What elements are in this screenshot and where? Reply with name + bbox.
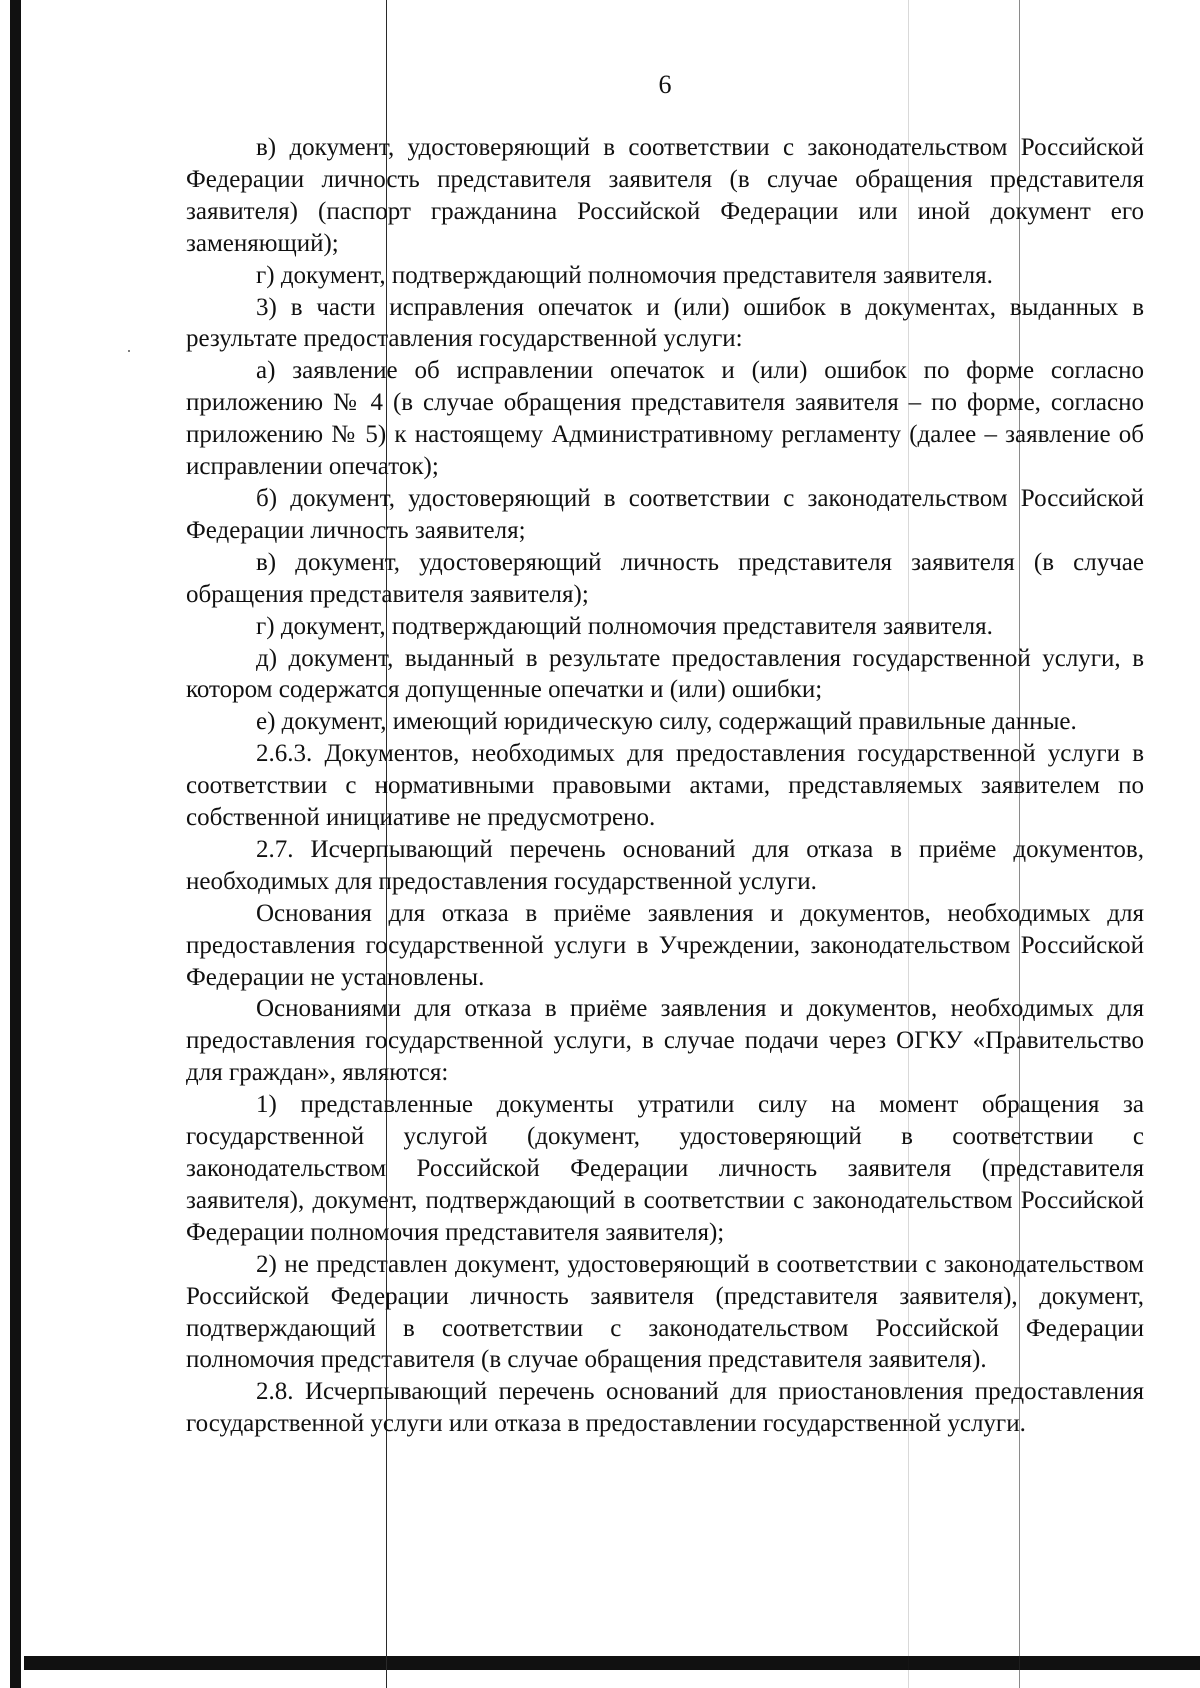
page-number: 6 [658,70,672,99]
paragraph-item-g-authority-document-2: г) документ, подтверждающий полномочия представителя заявителя. [256,612,993,640]
paragraph-item-v-representative-id: в) документ, удостоверяющий в соответствии с законодательством Российской Федерации личность представителя заявителя (в случае обращения представителя заявителя) (паспорт гражданина Российской Федерации или иной документ его заменяющий); [186,134,1144,257]
paragraph-section-2-7: 2.7. Исчерпывающий перечень оснований для отказа в приёме документов, необходимых для предоставления государственной услуги. [186,835,1144,895]
paragraph-refusal-ground-2: 2) не представлен документ, удостоверяющий в соответствии с законодательством Российской Федерации личность заявителя (представителя заявителя), документ, подтверждающий в соответствии с законодательством Российской Федерации полномочия представителя (в случае обращения представителя заявителя). [186,1250,1144,1374]
paragraph-item-a-correction-application: а) заявление об исправлении опечаток и (или) ошибок по форме согласно приложению № 4 (в случае обращения представителя заявителя – по форме, согласно приложению № 5) к настоящему Административному регламенту (далее – заявление об исправлении опечаток); [186,357,1144,481]
paragraph-refusal-grounds-ogku: Основаниями для отказа в приёме заявления и документов, необходимых для предоставления государственной услуги, в случае подачи через ОГКУ «Правительство для граждан», являются: [186,995,1144,1087]
paragraph-item-d-document-with-errors: д) документ, выданный в результате предоставления государственной услуги, в котором содержатся допущенные опечатки и (или) ошибки; [186,644,1144,704]
paragraph-section-2-6-3: 2.6.3. Документов, необходимых для предоставления государственной услуги в соответствии с нормативными правовыми актами, представляемых заявителем по собственной инициативе не предусмотрено. [186,740,1144,832]
paragraph-item-e-correct-data-document: е) документ, имеющий юридическую силу, содержащий правильные данные. [256,708,1077,736]
paragraph-item-3-correction-section: 3) в части исправления опечаток и (или) ошибок в документах, выданных в результате предоставления государственной услуги: [186,293,1144,353]
paragraph-section-2-8: 2.8. Исчерпывающий перечень оснований для приостановления предоставления государственной услуги или отказа в предоставлении государственной услуги. [186,1378,1144,1438]
paragraph-refusal-grounds-institution: Основания для отказа в приёме заявления и документов, необходимых для предоставления государственной услуги в Учреждении, законодательством Российской Федерации не установлены. [186,899,1144,991]
paragraph-item-b-applicant-id: б) документ, удостоверяющий в соответствии с законодательством Российской Федерации личность заявителя; [186,484,1144,544]
document-body [186,132,1144,1440]
scan-edge-left [10,0,21,1688]
paragraph-item-v-representative-id-short: в) документ, удостоверяющий личность представителя заявителя (в случае обращения представителя заявителя); [186,548,1144,608]
paragraph-refusal-ground-1: 1) представленные документы утратили силу на момент обращения за государственной услугой (документ, удостоверяющий в соответствии с законодательством Российской Федерации личность заявителя (представителя заявителя), документ, подтверждающий в соответствии с законодательством Российской Федерации полномочия представителя заявителя); [186,1091,1144,1246]
paragraph-item-g-authority-document: г) документ, подтверждающий полномочия представителя заявителя. [256,261,993,289]
scan-edge-bottom [24,1656,1200,1670]
scan-speck [128,350,130,352]
